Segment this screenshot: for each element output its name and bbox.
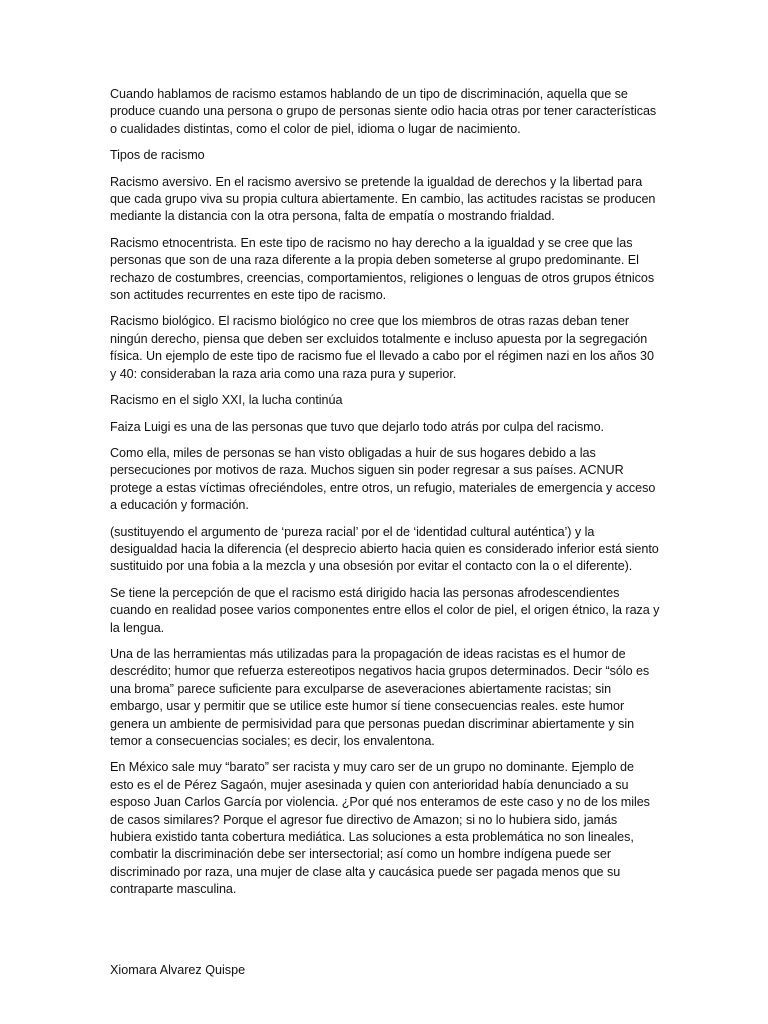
section-heading-siglo-xxi: Racismo en el siglo XXI, la lucha continúa xyxy=(110,393,343,408)
paragraph-pureza-racial: (sustituyendo el argumento de ‘pureza racial’ por el de ‘identidad cultural auténtica’) y la desigualdad hacia la diferencia (el desprecio abierto hacia quien es considerado inferior está siento sustituido por una fobia a la mezcla y una obsesión por evitar el contacto con la o el diferente). xyxy=(110,524,659,574)
paragraph-humor-descredito: Una de las herramientas más utilizadas para la propagación de ideas racistas es el humor de descrédito; humor que refuerza estereotipos negativos hacia grupos determinados. Decir “sólo es una broma” parece suficiente para exculparse de aseveraciones abiertamente racistas; sin embargo, usar y permitir que se utilice este humor sí tiene consecuencias reales. este humor genera un ambiente de permisividad para que personas puedan discriminar abiertamente y sin temor a consecuencias sociales; es decir, los envalentona. xyxy=(110,646,650,748)
paragraph-acnur: Como ella, miles de personas se han visto obligadas a huir de sus hogares debido a las persecuciones por motivos de raza. Muchos siguen sin poder regresar a sus países. ACNUR protege a estas víctimas ofreciéndoles, entre otros, un refugio, materiales de emergencia y acceso a educación y formación. xyxy=(110,445,656,513)
document-body xyxy=(110,86,660,908)
paragraph-racismo-biologico: Racismo biológico. El racismo biológico no cree que los miembros de otras razas deban tener ningún derecho, piensa que deben ser excluidos totalmente e incluso apuesta por la segregación física. Un ejemplo de este tipo de racismo fue el llevado a cabo por el régimen nazi en los años 30 y 40: consideraban la raza aria como una raza pura y superior. xyxy=(110,314,654,381)
paragraph-mexico: En México sale muy “barato” ser racista y muy caro ser de un grupo no dominante. Ejemplo de esto es el de Pérez Sagaón, mujer asesinada y quien con anterioridad había denunciado a su esposo Juan Carlos García por violencia. ¿Por qué nos enteramos de este caso y no de los miles de casos similares? Porque el agresor fue directivo de Amazon; si no lo hubiera sido, jamás hubiera existido tanta cobertura mediática. Las soluciones a esta problemática no son lineales, combatir la discriminación debe ser intersectorial; así como un hombre indígena puede ser discriminado por raza, una mujer de clase alta y caucásica puede ser pagada menos que su contraparte masculina. xyxy=(110,760,650,897)
paragraph-faiza-luigi: Faiza Luigi es una de las personas que tuvo que dejarlo todo atrás por culpa del racismo. xyxy=(110,419,605,434)
paragraph-racismo-aversivo: Racismo aversivo. En el racismo aversivo se pretende la igualdad de derechos y la libertad para que cada grupo viva su propia cultura abiertamente. En cambio, las actitudes racistas se producen mediante la distancia con la otra persona, falta de empatía o mostrando frialdad. xyxy=(110,174,656,224)
author-name: Xiomara Alvarez Quispe xyxy=(110,963,246,977)
paragraph-percepcion: Se tiene la percepción de que el racismo está dirigido hacia las personas afrodescendientes cuando en realidad posee varios componentes entre ellos el color de piel, el origen étnico, la raza y la lengua. xyxy=(110,585,660,635)
paragraph-racismo-etnocentrista: Racismo etnocentrista. En este tipo de racismo no hay derecho a la igualdad y se cree que las personas que son de una raza diferente a la propia deben someterse al grupo predominante. El rechazo de costumbres, creencias, comportamientos, religiones o lenguas de otros grupos étnicos son actitudes recurrentes en este tipo de racismo. xyxy=(110,235,655,303)
section-heading-tipos: Tipos de racismo xyxy=(110,148,205,163)
intro-paragraph: Cuando hablamos de racismo estamos hablando de un tipo de discriminación, aquella que se produce cuando una persona o grupo de personas siente odio hacia otras por tener características o cualidades distintas, como el color de piel, idioma o lugar de nacimiento. xyxy=(110,87,657,136)
